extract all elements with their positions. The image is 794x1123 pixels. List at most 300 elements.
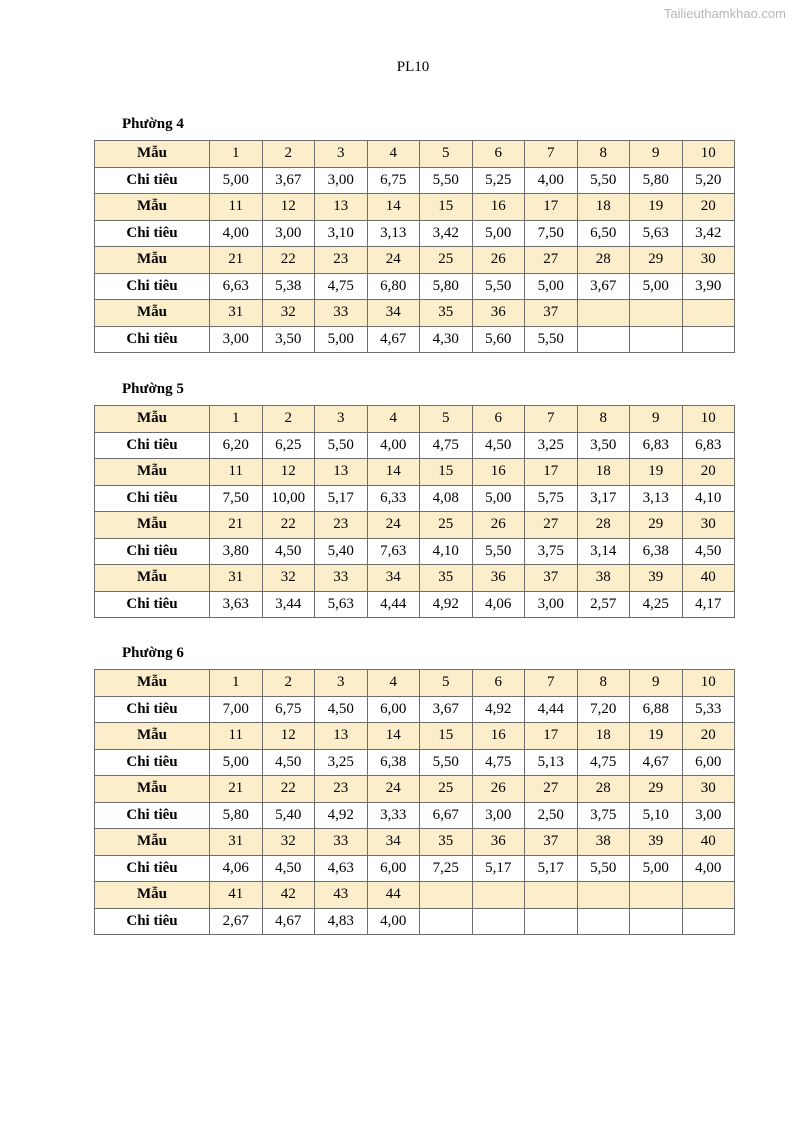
sample-number-cell: 25 — [420, 247, 473, 274]
metric-value-cell: 5,00 — [472, 220, 525, 247]
metric-value-cell: 4,75 — [420, 432, 473, 459]
row-label: Chi tiêu — [95, 696, 210, 723]
sample-number-cell — [420, 882, 473, 909]
metric-value-cell: 6,00 — [367, 696, 420, 723]
sample-row — [95, 141, 735, 168]
metric-value-cell: 5,80 — [630, 167, 683, 194]
sample-number-cell: 43 — [315, 882, 368, 909]
row-label: Mẫu — [95, 247, 210, 274]
sample-number-cell: 20 — [682, 194, 735, 221]
metric-value-cell: 4,00 — [682, 855, 735, 882]
sample-number-cell: 28 — [577, 776, 630, 803]
metric-value-cell: 5,75 — [525, 485, 578, 512]
metric-value-cell: 4,67 — [630, 749, 683, 776]
metric-value-cell: 4,44 — [525, 696, 578, 723]
metric-value-cell: 5,50 — [472, 273, 525, 300]
metric-value-cell: 6,67 — [420, 802, 473, 829]
sample-number-cell: 11 — [210, 194, 263, 221]
metric-value-cell: 4,10 — [682, 485, 735, 512]
sample-number-cell: 1 — [210, 141, 263, 168]
metric-value-cell: 10,00 — [262, 485, 315, 512]
metric-row — [95, 220, 735, 247]
metric-value-cell: 5,63 — [630, 220, 683, 247]
metric-value-cell: 4,44 — [367, 591, 420, 618]
metric-value-cell: 7,50 — [525, 220, 578, 247]
row-label: Chi tiêu — [95, 273, 210, 300]
sample-number-cell: 15 — [420, 723, 473, 750]
metric-value-cell: 4,92 — [420, 591, 473, 618]
metric-value-cell — [577, 908, 630, 935]
sample-number-cell: 2 — [262, 670, 315, 697]
metric-value-cell: 4,30 — [420, 326, 473, 353]
metric-value-cell: 6,83 — [682, 432, 735, 459]
metric-value-cell: 3,80 — [210, 538, 263, 565]
sample-number-cell: 25 — [420, 776, 473, 803]
sample-number-cell — [472, 882, 525, 909]
metric-value-cell: 5,17 — [472, 855, 525, 882]
metric-value-cell: 5,60 — [472, 326, 525, 353]
metric-value-cell: 5,17 — [525, 855, 578, 882]
sample-number-cell: 37 — [525, 829, 578, 856]
sample-number-cell: 38 — [577, 829, 630, 856]
sample-row — [95, 776, 735, 803]
metric-value-cell: 5,40 — [262, 802, 315, 829]
row-label: Chi tiêu — [95, 167, 210, 194]
sample-number-cell: 5 — [420, 141, 473, 168]
sample-number-cell: 12 — [262, 194, 315, 221]
row-label: Mẫu — [95, 141, 210, 168]
sample-number-cell: 42 — [262, 882, 315, 909]
sample-row — [95, 670, 735, 697]
sample-number-cell: 2 — [262, 141, 315, 168]
sample-number-cell — [630, 300, 683, 327]
sample-number-cell: 5 — [420, 670, 473, 697]
sample-number-cell: 11 — [210, 723, 263, 750]
sample-number-cell: 10 — [682, 141, 735, 168]
sample-number-cell: 30 — [682, 512, 735, 539]
metric-value-cell — [525, 908, 578, 935]
sample-row — [95, 723, 735, 750]
row-label: Mẫu — [95, 882, 210, 909]
sample-number-cell: 41 — [210, 882, 263, 909]
sample-number-cell: 17 — [525, 459, 578, 486]
metric-value-cell: 3,00 — [210, 326, 263, 353]
metric-value-cell: 3,17 — [577, 485, 630, 512]
sample-number-cell: 10 — [682, 406, 735, 433]
section-title: Phường 6 — [122, 645, 184, 661]
metric-value-cell: 4,83 — [315, 908, 368, 935]
row-label: Chi tiêu — [95, 855, 210, 882]
metric-value-cell: 3,63 — [210, 591, 263, 618]
metric-value-cell: 3,67 — [262, 167, 315, 194]
metric-value-cell: 4,63 — [315, 855, 368, 882]
row-label: Chi tiêu — [95, 908, 210, 935]
row-label: Chi tiêu — [95, 749, 210, 776]
sample-number-cell — [630, 882, 683, 909]
section-phuong-4 — [94, 116, 735, 353]
sample-number-cell: 21 — [210, 776, 263, 803]
metric-value-cell: 3,00 — [315, 167, 368, 194]
sample-number-cell: 18 — [577, 194, 630, 221]
metric-value-cell: 3,75 — [577, 802, 630, 829]
sample-number-cell — [577, 882, 630, 909]
sample-number-cell — [682, 300, 735, 327]
sample-number-cell: 33 — [315, 565, 368, 592]
sample-number-cell: 14 — [367, 194, 420, 221]
sample-number-cell: 1 — [210, 670, 263, 697]
sample-number-cell: 33 — [315, 829, 368, 856]
metric-value-cell: 5,80 — [210, 802, 263, 829]
sample-row — [95, 194, 735, 221]
sample-number-cell: 26 — [472, 247, 525, 274]
row-label: Mẫu — [95, 406, 210, 433]
metric-value-cell: 4,67 — [262, 908, 315, 935]
sample-number-cell: 24 — [367, 247, 420, 274]
sample-number-cell: 9 — [630, 670, 683, 697]
sample-row — [95, 300, 735, 327]
sample-row — [95, 247, 735, 274]
metric-value-cell: 5,50 — [315, 432, 368, 459]
metric-value-cell: 5,00 — [630, 855, 683, 882]
sample-number-cell: 13 — [315, 194, 368, 221]
section-title: Phường 5 — [122, 381, 184, 397]
sample-number-cell: 38 — [577, 565, 630, 592]
sample-number-cell: 35 — [420, 565, 473, 592]
metric-value-cell: 4,75 — [577, 749, 630, 776]
sample-number-cell — [525, 882, 578, 909]
sample-row — [95, 512, 735, 539]
sample-number-cell: 21 — [210, 247, 263, 274]
metric-value-cell: 5,00 — [472, 485, 525, 512]
sample-number-cell: 17 — [525, 723, 578, 750]
sample-row — [95, 406, 735, 433]
sample-number-cell: 13 — [315, 459, 368, 486]
metric-value-cell: 3,25 — [315, 749, 368, 776]
sample-number-cell: 36 — [472, 565, 525, 592]
section-phuong-5 — [94, 381, 735, 618]
metric-value-cell: 4,75 — [472, 749, 525, 776]
metric-value-cell: 7,63 — [367, 538, 420, 565]
row-label: Chi tiêu — [95, 432, 210, 459]
data-table — [94, 140, 735, 353]
row-label: Mẫu — [95, 565, 210, 592]
sample-number-cell: 9 — [630, 141, 683, 168]
row-label: Mẫu — [95, 776, 210, 803]
sample-number-cell: 40 — [682, 829, 735, 856]
metric-value-cell: 5,00 — [210, 749, 263, 776]
metric-value-cell: 5,33 — [682, 696, 735, 723]
sample-number-cell: 34 — [367, 829, 420, 856]
sample-number-cell: 23 — [315, 247, 368, 274]
metric-row — [95, 696, 735, 723]
metric-value-cell — [577, 326, 630, 353]
metric-value-cell — [472, 908, 525, 935]
metric-value-cell: 5,13 — [525, 749, 578, 776]
metric-row — [95, 432, 735, 459]
sample-number-cell: 3 — [315, 141, 368, 168]
sample-number-cell: 7 — [525, 141, 578, 168]
metric-value-cell: 6,38 — [367, 749, 420, 776]
metric-value-cell: 4,92 — [472, 696, 525, 723]
metric-value-cell: 7,20 — [577, 696, 630, 723]
metric-value-cell: 3,67 — [577, 273, 630, 300]
metric-row — [95, 802, 735, 829]
sample-number-cell: 6 — [472, 141, 525, 168]
metric-value-cell: 4,25 — [630, 591, 683, 618]
metric-value-cell: 4,06 — [210, 855, 263, 882]
watermark: Tailieuthamkhao.com — [663, 6, 786, 21]
row-label: Mẫu — [95, 459, 210, 486]
sample-number-cell: 19 — [630, 723, 683, 750]
sample-number-cell: 34 — [367, 300, 420, 327]
metric-value-cell: 6,80 — [367, 273, 420, 300]
metric-row — [95, 326, 735, 353]
sample-number-cell: 24 — [367, 776, 420, 803]
metric-value-cell: 4,06 — [472, 591, 525, 618]
sample-number-cell: 34 — [367, 565, 420, 592]
metric-value-cell: 5,10 — [630, 802, 683, 829]
sample-row — [95, 459, 735, 486]
metric-value-cell: 3,13 — [630, 485, 683, 512]
metric-value-cell: 4,50 — [262, 855, 315, 882]
sample-number-cell: 8 — [577, 670, 630, 697]
metric-value-cell: 4,08 — [420, 485, 473, 512]
sample-number-cell: 14 — [367, 459, 420, 486]
metric-value-cell: 4,50 — [262, 749, 315, 776]
sample-number-cell: 1 — [210, 406, 263, 433]
metric-value-cell: 3,42 — [682, 220, 735, 247]
section-title: Phường 4 — [122, 116, 184, 132]
metric-value-cell: 5,38 — [262, 273, 315, 300]
metric-value-cell: 4,50 — [682, 538, 735, 565]
row-label: Mẫu — [95, 512, 210, 539]
metric-value-cell: 5,40 — [315, 538, 368, 565]
data-table — [94, 405, 735, 618]
sample-number-cell: 25 — [420, 512, 473, 539]
sample-number-cell: 44 — [367, 882, 420, 909]
sample-number-cell: 24 — [367, 512, 420, 539]
metric-value-cell: 4,67 — [367, 326, 420, 353]
sample-number-cell: 39 — [630, 565, 683, 592]
sample-number-cell: 29 — [630, 776, 683, 803]
metric-value-cell: 3,00 — [525, 591, 578, 618]
data-table — [94, 669, 735, 935]
sample-row — [95, 565, 735, 592]
metric-value-cell: 4,10 — [420, 538, 473, 565]
sample-number-cell — [682, 882, 735, 909]
metric-value-cell: 5,50 — [577, 167, 630, 194]
sample-number-cell: 16 — [472, 194, 525, 221]
metric-value-cell: 3,50 — [577, 432, 630, 459]
sample-number-cell: 35 — [420, 300, 473, 327]
metric-value-cell — [682, 908, 735, 935]
metric-value-cell: 4,00 — [367, 908, 420, 935]
metric-value-cell: 4,00 — [367, 432, 420, 459]
metric-value-cell: 5,63 — [315, 591, 368, 618]
metric-value-cell: 6,75 — [367, 167, 420, 194]
metric-value-cell: 6,83 — [630, 432, 683, 459]
metric-value-cell: 3,00 — [682, 802, 735, 829]
metric-value-cell: 4,50 — [262, 538, 315, 565]
metric-value-cell: 5,80 — [420, 273, 473, 300]
row-label: Chi tiêu — [95, 220, 210, 247]
metric-value-cell: 3,44 — [262, 591, 315, 618]
metric-value-cell: 5,00 — [630, 273, 683, 300]
sample-number-cell: 7 — [525, 406, 578, 433]
row-label: Mẫu — [95, 670, 210, 697]
sample-number-cell: 12 — [262, 723, 315, 750]
metric-value-cell: 6,25 — [262, 432, 315, 459]
sample-number-cell: 3 — [315, 406, 368, 433]
row-label: Chi tiêu — [95, 538, 210, 565]
metric-value-cell: 4,00 — [210, 220, 263, 247]
metric-row — [95, 749, 735, 776]
metric-value-cell: 4,92 — [315, 802, 368, 829]
sample-number-cell: 36 — [472, 829, 525, 856]
sample-number-cell: 22 — [262, 776, 315, 803]
sample-number-cell: 19 — [630, 194, 683, 221]
sample-number-cell: 31 — [210, 300, 263, 327]
sample-number-cell: 18 — [577, 723, 630, 750]
metric-value-cell: 6,38 — [630, 538, 683, 565]
sample-number-cell: 23 — [315, 776, 368, 803]
row-label: Mẫu — [95, 723, 210, 750]
row-label: Chi tiêu — [95, 485, 210, 512]
sample-number-cell: 27 — [525, 776, 578, 803]
sample-number-cell: 17 — [525, 194, 578, 221]
metric-value-cell: 4,75 — [315, 273, 368, 300]
metric-value-cell: 3,42 — [420, 220, 473, 247]
metric-value-cell: 3,75 — [525, 538, 578, 565]
sample-number-cell: 8 — [577, 406, 630, 433]
sample-number-cell: 20 — [682, 723, 735, 750]
row-label: Chi tiêu — [95, 326, 210, 353]
sample-number-cell: 16 — [472, 723, 525, 750]
metric-row — [95, 273, 735, 300]
metric-value-cell: 5,50 — [420, 167, 473, 194]
metric-value-cell: 6,88 — [630, 696, 683, 723]
metric-value-cell: 3,90 — [682, 273, 735, 300]
metric-value-cell: 6,75 — [262, 696, 315, 723]
metric-value-cell: 5,00 — [210, 167, 263, 194]
row-label: Mẫu — [95, 829, 210, 856]
sample-number-cell: 4 — [367, 141, 420, 168]
sample-number-cell: 27 — [525, 247, 578, 274]
row-label: Mẫu — [95, 300, 210, 327]
sample-number-cell: 36 — [472, 300, 525, 327]
sample-number-cell: 26 — [472, 512, 525, 539]
metric-value-cell: 4,50 — [472, 432, 525, 459]
sample-number-cell: 13 — [315, 723, 368, 750]
sample-number-cell: 30 — [682, 776, 735, 803]
sample-number-cell: 20 — [682, 459, 735, 486]
metric-value-cell: 3,00 — [262, 220, 315, 247]
sample-number-cell: 37 — [525, 300, 578, 327]
sample-number-cell: 5 — [420, 406, 473, 433]
metric-value-cell: 3,00 — [472, 802, 525, 829]
sample-number-cell: 32 — [262, 565, 315, 592]
sample-number-cell: 9 — [630, 406, 683, 433]
metric-value-cell: 6,00 — [367, 855, 420, 882]
metric-value-cell: 2,57 — [577, 591, 630, 618]
sample-number-cell: 29 — [630, 512, 683, 539]
metric-row — [95, 591, 735, 618]
metric-value-cell — [630, 326, 683, 353]
metric-value-cell: 5,20 — [682, 167, 735, 194]
sample-number-cell: 37 — [525, 565, 578, 592]
metric-value-cell: 6,63 — [210, 273, 263, 300]
metric-value-cell: 3,67 — [420, 696, 473, 723]
metric-value-cell: 3,10 — [315, 220, 368, 247]
metric-value-cell: 3,33 — [367, 802, 420, 829]
metric-value-cell: 4,17 — [682, 591, 735, 618]
sample-number-cell: 22 — [262, 512, 315, 539]
metric-row — [95, 167, 735, 194]
metric-value-cell: 2,67 — [210, 908, 263, 935]
metric-value-cell: 5,50 — [472, 538, 525, 565]
sample-number-cell: 4 — [367, 406, 420, 433]
sample-number-cell: 15 — [420, 459, 473, 486]
sample-number-cell: 26 — [472, 776, 525, 803]
row-label: Chi tiêu — [95, 591, 210, 618]
sample-number-cell: 21 — [210, 512, 263, 539]
metric-value-cell: 6,50 — [577, 220, 630, 247]
sample-number-cell: 6 — [472, 670, 525, 697]
metric-value-cell: 5,00 — [525, 273, 578, 300]
sample-number-cell: 10 — [682, 670, 735, 697]
metric-value-cell: 3,13 — [367, 220, 420, 247]
sample-number-cell: 6 — [472, 406, 525, 433]
metric-value-cell: 7,25 — [420, 855, 473, 882]
sample-number-cell: 16 — [472, 459, 525, 486]
row-label: Mẫu — [95, 194, 210, 221]
sample-number-cell: 23 — [315, 512, 368, 539]
metric-row — [95, 855, 735, 882]
metric-value-cell: 6,00 — [682, 749, 735, 776]
metric-value-cell: 5,50 — [420, 749, 473, 776]
sample-number-cell: 28 — [577, 247, 630, 274]
sample-number-cell: 4 — [367, 670, 420, 697]
metric-value-cell: 6,20 — [210, 432, 263, 459]
sample-number-cell: 31 — [210, 829, 263, 856]
section-phuong-6 — [94, 645, 735, 935]
metric-value-cell: 6,33 — [367, 485, 420, 512]
row-label: Chi tiêu — [95, 802, 210, 829]
metric-value-cell: 5,00 — [315, 326, 368, 353]
sample-number-cell: 3 — [315, 670, 368, 697]
sample-number-cell: 31 — [210, 565, 263, 592]
metric-value-cell: 4,00 — [525, 167, 578, 194]
sample-number-cell: 33 — [315, 300, 368, 327]
metric-value-cell: 7,50 — [210, 485, 263, 512]
sample-row — [95, 829, 735, 856]
metric-value-cell: 7,00 — [210, 696, 263, 723]
metric-value-cell — [682, 326, 735, 353]
metric-value-cell: 3,14 — [577, 538, 630, 565]
metric-value-cell: 4,50 — [315, 696, 368, 723]
sample-number-cell: 11 — [210, 459, 263, 486]
metric-row — [95, 538, 735, 565]
metric-value-cell: 5,17 — [315, 485, 368, 512]
metric-value-cell: 3,50 — [262, 326, 315, 353]
metric-value-cell — [420, 908, 473, 935]
sample-number-cell: 28 — [577, 512, 630, 539]
sample-number-cell: 14 — [367, 723, 420, 750]
metric-value-cell: 3,25 — [525, 432, 578, 459]
sample-number-cell: 2 — [262, 406, 315, 433]
sample-number-cell: 30 — [682, 247, 735, 274]
sample-row — [95, 882, 735, 909]
